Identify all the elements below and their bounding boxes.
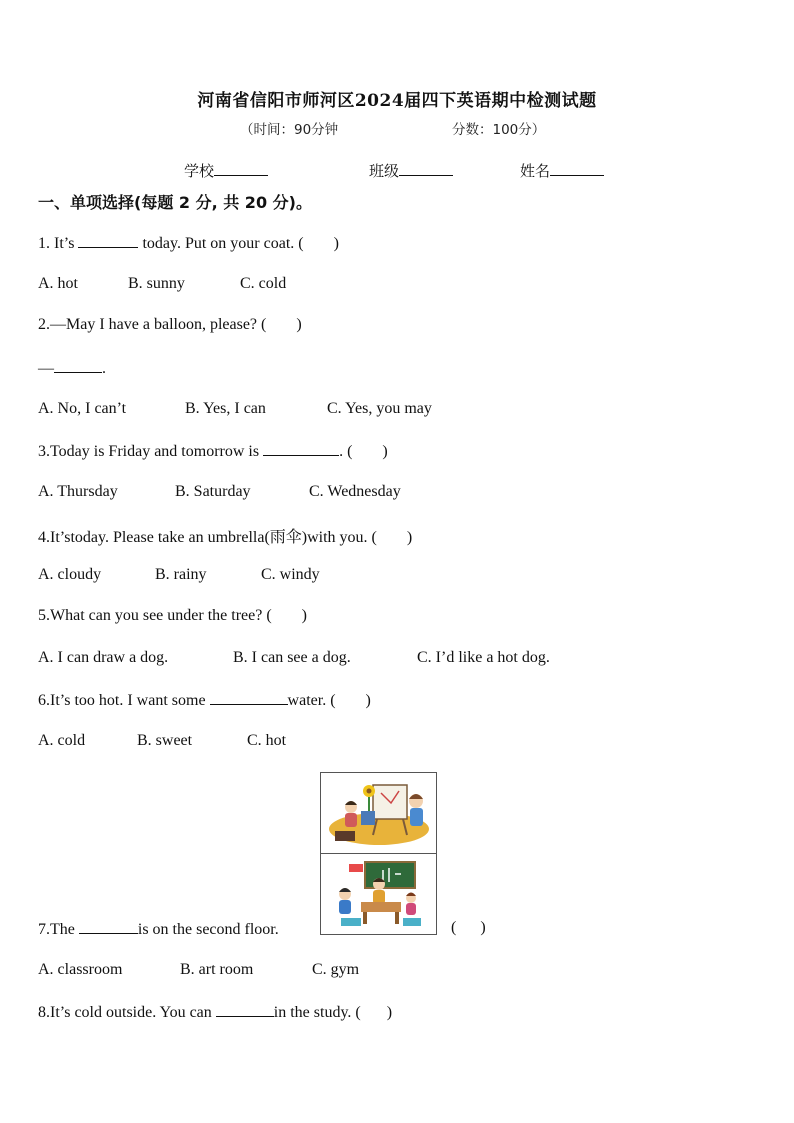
question-3-options xyxy=(38,483,401,501)
option-a[interactable]: A. cloudy xyxy=(38,566,102,583)
option-a[interactable]: A. hot xyxy=(38,275,78,292)
question-1-options xyxy=(38,275,286,293)
class-label: 班级 xyxy=(369,162,400,180)
option-b[interactable]: B. sunny xyxy=(128,275,185,292)
class-field[interactable] xyxy=(369,160,453,181)
question-7-options xyxy=(38,961,359,979)
answer-blank[interactable] xyxy=(216,1002,274,1017)
section-heading: 一、单项选择(每题 2 分, 共 20 分)。 xyxy=(38,193,312,212)
exam-score: 分数：100分） xyxy=(452,122,546,138)
option-a[interactable]: A. cold xyxy=(38,732,86,749)
question-6-options xyxy=(38,732,286,750)
question-4: 4.It’stoday. Please take an umbrella(雨伞)with you. ( ) xyxy=(38,529,413,546)
option-c[interactable]: C. cold xyxy=(240,275,287,292)
option-c[interactable]: C. windy xyxy=(261,566,320,583)
question-1: 1. It’s today. Put on your coat. ( ) xyxy=(38,235,339,252)
question-2-answer: — . xyxy=(38,360,106,377)
question-3: 3.Today is Friday and tomorrow is . ( ) xyxy=(38,443,388,460)
question-8: 8.It’s cold outside. You can in the study. ( ) xyxy=(38,1004,393,1021)
name-field[interactable] xyxy=(520,160,604,181)
question-2: 2.—May I have a balloon, please? ( ) xyxy=(38,316,302,333)
question-5-options xyxy=(38,649,550,667)
option-c[interactable]: C. I’d like a hot dog. xyxy=(417,649,550,666)
question-5: 5.What can you see under the tree? ( ) xyxy=(38,607,307,624)
classroom-picture xyxy=(321,854,436,934)
name-blank[interactable] xyxy=(550,161,604,176)
class-blank[interactable] xyxy=(399,161,453,176)
page-title: 河南省信阳市师河区2024届四下英语期中检测试题 xyxy=(197,91,597,111)
question-4-options xyxy=(38,566,320,584)
answer-blank[interactable] xyxy=(79,919,138,934)
option-a[interactable]: A. No, I can’t xyxy=(38,400,127,417)
name-label: 姓名 xyxy=(520,162,551,180)
option-b[interactable]: B. sweet xyxy=(137,732,193,749)
option-c[interactable]: C. Yes, you may xyxy=(327,400,432,417)
answer-blank[interactable] xyxy=(210,690,288,705)
question-7-picture xyxy=(320,772,437,935)
answer-blank[interactable] xyxy=(54,358,102,373)
option-c[interactable]: C. Wednesday xyxy=(309,483,401,500)
option-b[interactable]: B. art room xyxy=(180,961,254,978)
option-b[interactable]: B. I can see a dog. xyxy=(233,649,351,666)
question-7-paren: ( ) xyxy=(451,919,486,936)
exam-time: （时间：90分钟 xyxy=(240,122,339,138)
option-a[interactable]: A. I can draw a dog. xyxy=(38,649,169,666)
school-field[interactable] xyxy=(184,160,268,181)
school-blank[interactable] xyxy=(214,161,268,176)
answer-blank[interactable] xyxy=(78,233,138,248)
option-c[interactable]: C. hot xyxy=(247,732,287,749)
option-b[interactable]: B. Yes, I can xyxy=(185,400,266,417)
option-c[interactable]: C. gym xyxy=(312,961,360,978)
answer-blank[interactable] xyxy=(263,441,339,456)
art-room-picture xyxy=(321,773,436,854)
school-label: 学校 xyxy=(184,162,215,180)
question-2-options xyxy=(38,400,432,418)
option-a[interactable]: A. classroom xyxy=(38,961,123,978)
option-b[interactable]: B. Saturday xyxy=(175,483,251,500)
option-b[interactable]: B. rainy xyxy=(155,566,207,583)
question-6: 6.It’s too hot. I want some water. ( ) xyxy=(38,692,371,709)
question-7: 7.The is on the second floor. xyxy=(38,921,279,938)
option-a[interactable]: A. Thursday xyxy=(38,483,118,500)
